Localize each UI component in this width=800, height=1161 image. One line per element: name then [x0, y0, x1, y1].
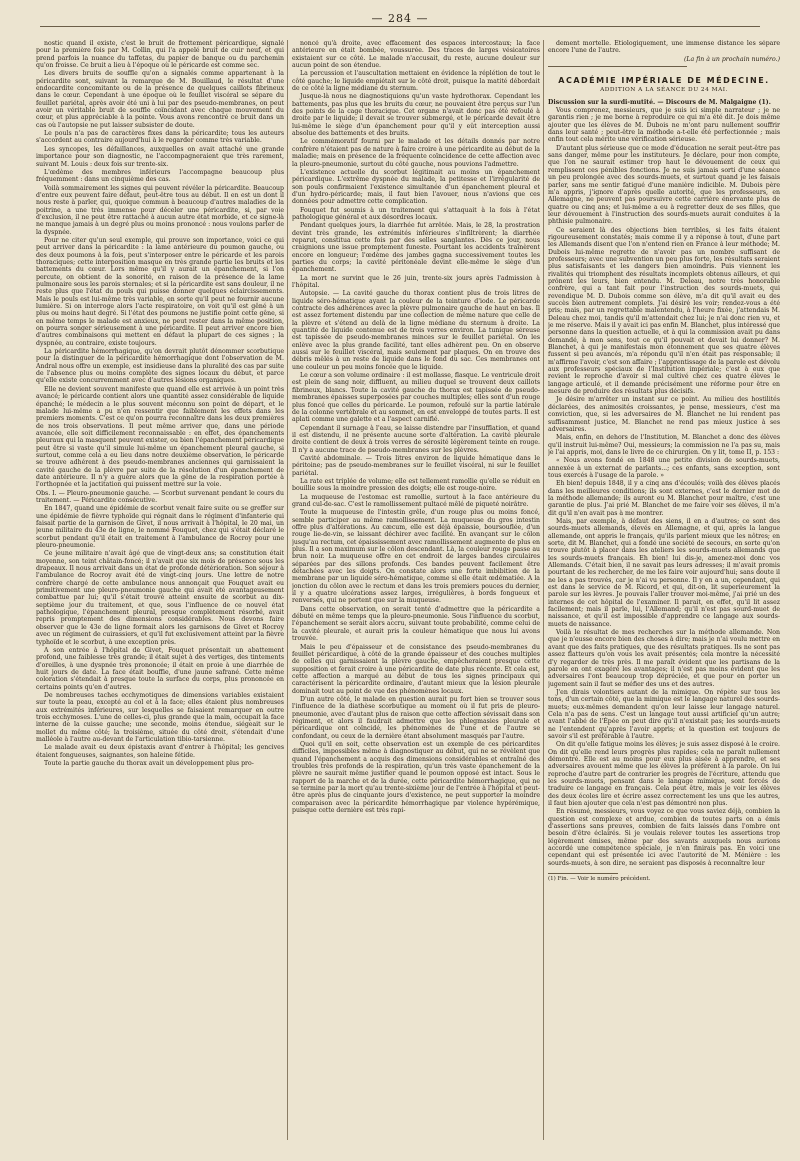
- discussion-heading: Discussion sur la surdi-mutité. — Discours de M. Malgaigne (1).: [548, 98, 771, 106]
- section-title: ACADÉMIE IMPÉRIALE DE MÉDECINE.: [558, 76, 770, 86]
- paragraph: De nombreuses taches ecchymotiques de dimensions variables existaient sur toute la peau, excepté au col et à la face; elles étaient plus nombreuses aux extrémités inférieures, sur lesquelles se faisaient remarquer en outre trois ecchymoses. L'une de celles-ci, plus grande que la main, occupait la face interne de la cuisse gauche; une seconde, moins étendue, siégeait sur le mollet du même côté; la troisième, située du côté droit, s'étendait d'une malléole à l'autre au-devant de l'articulation tibio-tarsienne.: [36, 691, 284, 743]
- paragraph: Mais le peu d'épaisseur et de consistance des pseudo-membranes du feuillet péricardique, à côté de la grande épaisseur et des couches multiples de celles qui garnissaient la plèvre gauche, empêcheraient presque cette supposition et ferait croire à une péricardite de date plus récente. Et cela est, cette affection a marqué au début de tous les signes principaux qui caractérisent la péricardite ordinaire, d'autant mieux que la lésion pleurale dominait tout au point de vue des phénomènes locaux.: [292, 643, 540, 695]
- paragraph: Les divers bruits de souffle qu'on a signalés comme appartenant à la péricardite sont, suivant la remarque de M. Bouillaud, le résultat d'une endocardite concomitante ou de la présence de quelques caillots fibrineux dans le cœur. Cependant à une époque où le feuillet viscéral se sépare du feuillet pariétal, après avoir été uni à lui par des pseudo-membranes, on peut avoir un véritable bruit de souffle coïncidant avec chaque mouvement du cœur, et plus appréciable à la pointe. Vous avons rencontré ce bruit dans un cas où l'autopsie ne put laisser subsister de doute.: [36, 70, 284, 129]
- paragraph: nostic quand il existe, c'est le bruit de frottement péricardique, signalé pour la première fois par M. Collin, qui l'a appelé bruit de cuir neuf, et qui prend parfois la nuance du taffetas, du papier de banque ou du parchemin qu'on froisse. Ce bruit a lieu à l'époque où le péricarde est comme sec.: [36, 40, 284, 70]
- header-rule: [40, 26, 760, 27]
- paragraph: Mais, enfin, en dehors de l'Institution, M. Blanchet a donc des élèves qu'il instruit lui-même? Oui, messieurs; la commission ne l'a pas su, mais je l'ai appris, moi, dans le livre de ce chirurgien. On y lit, tome II, p. 153 :: [548, 434, 780, 456]
- column-2: [292, 40, 540, 1140]
- paragraph: Autopsie. — La cavité gauche du thorax contient plus de trois litres de liquide séro-hématique ayant la couleur de la teinture d'iode. Le péricarde contracte des adhérences avec la plèvre pulmonaire gauche de haut en bas. Il est assez fortement distendu par une collection de même nature que celle de la plèvre et s'étend au delà de la ligne médiane du sternum à droite. La quantité de liquide contenue est de trois verres environ. La tunique séreuse est tapissée de pseudo-membranes minces sur le feuillet pariétal. On les enlève avec la plus grande facilité, tant elles adhèrent peu. On en observe aussi sur le feuillet viscéral, mais seulement par plaques. On en trouve des débris mêlés à un reste de liquide dans le fond du sac. Ces membranes ont une couleur un peu moins foncée que le liquide.: [292, 290, 540, 371]
- continuation-note: (La fin à un prochain numéro.): [683, 55, 780, 63]
- paragraph: Cavité abdominale. — Trois litres environ de liquide hématique dans le péritoine; pas de pseudo-membranes sur le feuillet viscéral, ni sur le feuillet pariétal.: [292, 454, 540, 477]
- paragraph: En 1847, quand une épidémie de scorbut venait faire suite ou se greffer sur une épidémie de fièvre typhoïde qui régnait dans le régiment d'infanterie qui faisait partie de la garnison de Givet, il nous arrivait à l'hôpital, le 20 mai, un jeune militaire du 43e de ligne, le nommé Fouquet, chez qui s'était déclaré le scorbut pendant qu'il était en traitement à l'ambulance de Rocroy pour une pleuro-pneumonie.: [36, 505, 284, 550]
- paragraph: Vous comprenez, messieurs, que je suis ici simple narrateur ; je ne garantis rien ; je me borne à reproduire ce qui m'a été dit. Je dois même ajouter que les élèves de M. Dubois ne m'ont paru nullement souffrir dans leur santé ; peut-être la méthode a-t-elle été perfectionnée ; mais enfin tout cela mérite une vérification sérieuse.: [548, 107, 780, 144]
- paragraph: Eh bien! depuis 1848, il y a cinq ans d'écoulés; voilà des élèves placés dans les meilleures conditions; ils sont externes, c'est le dernier mot de la méthode allemande; ils auront eu M. Blanchet pour maître, c'est une garantie de plus. J'ai prié M. Blanchet de me faire voir ses élèves, il m'a dit qu'il n'en avait pas à me montrer.: [548, 480, 780, 517]
- paragraph: On dit qu'elle fatigue moins les élèves; je suis assez disposé à le croire. On dit qu'elle rend leurs progrès plus rapides; cela ne paraît nullement démontré. Elle est au moins pour eux plus aisée à apprendre, et ses adversaires avouent même que les élèves la préfèrent à la parole. On lui reproche d'autre part de contrarier les progrès de l'écriture, attendu que les sourds-muets, pensant dans le langage mimique, sont forcés de traduire ce langage en français. Cela peut être, mais je voir les élèves des deux écoles lire et écrire assez correctement les uns que les autres, il faut bien ajouter que cela n'est pas démontré non plus.: [548, 741, 780, 808]
- paragraph: La percussion et l'auscultation mettaient en évidence la réplétion de tout le côté gauche; le liquide empiétait sur le côté droit, puisque la matité débordait de ce côté la ligne médiane du sternum.: [292, 70, 540, 93]
- column-divider: [287, 40, 288, 1140]
- paragraph: Ce seraient là des objections bien terribles, si les faits étaient rigoureusement constatés; mais comme il y a réponse à tout, d'une part les Allemands disent que l'on n'entend rien en France à leur méthode; M. Dubois lui-même regrette de n'avoir pas un nombre suffisant de professeurs; avec une subvention un peu plus forte, les résultats seraient plus satisfaisants et les dangers bien amoindris. Puis viennent les rivalités qui triomphent des résultats incomplets obtenus ailleurs, et qui prônent les leurs, bien entendu. M. Deleau, notre très honorable confrère, qui a tant fait pour l'instruction des sourds-muets, qui revendique M. D. Dubois comme son élève, m'a dit qu'il avait eu des succès bien autrement complets. J'ai désiré les voir; rendez-vous a été pris; mais, par un regrettable malentendu, à l'heure fixée, j'attendais M. Deleau chez moi, tandis qu'il m'attendait chez lui; je n'ai donc rien vu, et je me réserve. Mais il y avait ici pas enfin M. Blanchet, plus intéressé que personne dans la question actuelle, et à qui la commission avait pu dans demandé, à mon sens, tout ce qu'il pouvait et devait lui donner? M. Blanchet, à qui je manifestais mon étonnement que ses quatre élèves fussent si peu avancés, m'a répondu qu'il n'en était pas responsable; il m'affirme l'avoir, c'est son affaire ; l'apprentissage de la parole est dévolu aux professeurs spéciaux de l'Institution impériale; c'est à eux que revient le reproche d'avoir si mal cultivé chez ces quatre élèves le langage articulé, et il demande précisément une réforme pour être en mesure de produire des résultats plus décisifs.: [548, 226, 780, 396]
- paragraph: Fouquet fut soumis à un traitement qui s'attaquait à la fois à l'état pathologique général et aux désordres locaux.: [292, 206, 540, 221]
- paragraph: noncé qu'à droite, avec effacement des espaces intercostaux; la face antérieure en était bombée, voussurée. Des traces de larges vésicatoires existaient sur ce côté. Le malade n'accusait, du reste, aucune douleur sur aucun point de son étendue.: [292, 40, 540, 70]
- paragraph: Le pouls n'a pas de caractères fixes dans la péricardite; tous les auteurs s'accordent au contraire aujourd'hui à le regarder comme très variable.: [36, 130, 284, 145]
- paragraph: Mais, par exemple, à défaut des siens, il en a d'autres; ce sont des sourds-muets allemands, élevés en Allemagne, et qui, après la langue allemande, ont appris le français, qu'ils parlent mieux que les nôtres; en sorte, dit M. Blanchet, qui a fondé une société de secours, en sorte qu'on trouve plutôt à placer dans les ateliers les sourds-muets allemands que les sourds-muets français. Eh bien! lui dis-je, amenez-moi donc vos Allemands. C'était bien, il ne savait pas leurs adresses; il m'avait promis pourtant de les rechercher, de me les faire voir aujourd'hui; sans doute il ne les a pas trouvés, car je n'ai vu personne. Il y en a un, cependant, qui est dans le service de M. Ricord, et qui, dit-on, lit superieurement la parole sur les lèvres. Je pouvais l'aller trouver moi-même, j'ai prié un des internes de cet hôpital de l'examiner. Il parait, en effet, qu'il lit assez facilement; mais il parle, lui, l'Allemand; qu'il n'est pas sourd-muet de naissance, et qu'il est impossible d'apprendre ce langage aux sourds-muets de naissance.: [548, 517, 780, 628]
- page-header: [40, 12, 760, 34]
- column-divider: [543, 40, 544, 1140]
- paragraph: L'existence actuelle du scorbut légitimait au moins un épanchement péricardique. L'extrême dyspnée du malade, la petitesse et l'irrégularité de son pouls confirmaient l'existence simultanée d'un épanchement pleural et d'un hydro-péricarde; mais, il faut bien l'avouer, nous n'avions que ces données pour admettre cette complication.: [292, 168, 540, 206]
- paragraph: Ce jeune militaire n'avait âgé que de vingt-deux ans; sa constitution était moyenne, son teint châtain-foncé; il n'avait que six mois de présence sous les drapeaux. Il nous arrivait dans un état de profonde détérioration. Son séjour à l'ambulance de Rocroy avait été de vingt-cinq jours. Une lettre de notre confrère chargé de cette ambulance nous annonçait que Fouquet avait eu primitivement une pleuro-pneumonie gauche qui avait été avantageusement combattue par lui; qu'il s'était trouvé atteint ensuite de scorbut au dix-septième jour du traitement, et que, sous l'influence de ce nouvel état pathologique, l'épanchement pleural, presque complètement résorbé, avait repris promptement des dimensions considérables. Nous devons faire observer que le 43e de ligne formait alors les garnisons de Givet et Rocroy avec un régiment de cuirassiers, et qu'il fut exclusivement atteint par la fièvre typhoïde et le scorbut, à une exception près.: [36, 550, 284, 646]
- paragraph: Pendant quelques jours, la diarrhée fut arrêtée. Mais, le 28, la prostration devint très grande, les extrémités inférieures s'infiltrèrent; la diarrhée reparut, constitua cette fois par des selles sanglantes. Dès ce jour, nous craignions une issue promptement funeste. Pourtant les accidents traînèrent encore en longueur; l'œdème des jambes gagna successivement toutes les parties du corps; la cavité péritonéale devint elle-même le siège d'un épanchement.: [292, 222, 540, 274]
- quote: « Nous avons fondé en 1848 une petite division de sourds-muets, annexée à un externat de parlants...; ces enfants, sans exception, sont tous exercés à l'usage de la parole. »: [548, 457, 780, 479]
- paragraph: D'autant plus sérieuse que ce mode d'éducation ne serait peut-être pas sans danger, même pour les instituteurs. Je déclare, pour mon compte, que l'on ne saurait estimer trop haut le dévouement de ceux qui remplissent ces pénibles fonctions. Je ne suis jamais sorti d'une séance un peu prolongée avec des sourds-muets, et surtout quand je les faisais parler, sans me sentir fatigué d'une manière indicible. M. Dubois père m'a appris, j'ignore d'après quelle autorité, que les professeurs, en Allemagne, ne peuvent pas poursuivre cette carrière énervante plus de quatre ou cinq ans; et lui-même a eu à regretter deux de ses filles, que leur dévouement à l'instruction des sourds-muets aurait conduites à la phthisie pulmonaire.: [548, 144, 780, 226]
- paragraph: La muqueuse de l'estomac est ramollie, surtout à la face antérieure du grand cul-de-sac. C'est le ramollissement pultacé mêlé de piqueté noirâtre.: [292, 493, 540, 508]
- paragraph: Toute la partie gauche du thorax avait un développement plus pro-: [44, 760, 254, 767]
- page-number: — 284 —: [364, 12, 437, 25]
- paragraph: En résumé, messieurs, vous voyez ce que vous saviez déjà, combien la question est complexe et ardue, combien de toutes parts on a émis d'assertions sans preuves, combien de faits laissés dans l'ombre ont besoin d'être éclairés. Si je voulais relever toutes les assertions trop légèrement émises, même par des savants auxquels nous aurions accordé une compétence spéciale, je n'en finirais pas. En voici une cependant qui est présentée ici avec l'autorité de M. Ménière : les sourds-muets, à son dire, ne seraient pas disposés à reconnaître leur: [548, 808, 780, 867]
- paragraph: Le cœur a son volume ordinaire : il est mollasse, flasque. Le ventricule droit est plein de sang noir, diffluent, au milieu duquel se trouvent deux caillots fibrineux, blancs. Toute la cavité gauche du thorax est tapissée de pseudo-membranes épaisses superposées par couches multiples; elles sont d'un rouge plus foncé que celles du péricarde. Le poumon, refoulé sur la partie latérale de la colonne vertébrale et au sommet, en est enveloppé de toutes parts. Il est aplati comme une galette et a l'aspect carnifié.: [292, 372, 540, 424]
- paragraph: A son entrée à l'hôpital de Givet, Fouquet présentait un abattement profond, une faiblesse très grande; il était sujet à des vertiges, des tintements d'oreilles, à une dyspnée très prononcée; il était en proie à une diarrhée de huit jours de date. La face était bouffie, d'une jaune safrané. Cette même coloration s'étendait à presque toute la surface du corps, plus prononcée en certains points qu'en d'autres.: [36, 646, 284, 691]
- paragraph: Toute la muqueuse de l'intestin grêle, d'un rouge plus ou moins foncé, semble participer au même ramollissement. La muqueuse du gros intestin offre plus d'altérations. Au cæcum, elle est déjà épaissie, boursouflée, d'un rouge lie-de-vin, se laissant déchirer avec facilité. En avançant sur le côlon jusqu'au rectum, cet épaississement avec ramollissement augmente de plus en plus. Il a son maximum sur le côlon descendant. Là, la couleur rouge passe au brun noir. La muqueuse offre en cet endroit de larges bandes circulaires séparées par des sillons profonds. Ces bandes peuvent facilement être détachées avec les doigts. On constate alors une forte imbibition de la membrane par un liquide séro-hématique, comme si elle était œdématiée. A la jonction du côlon avec le rectum et dans les trois premiers pouces du dernier, il y a quatre ulcérations assez larges, irrégulières, à bords fongueux et renversés, qui ne portent que sur la muqueuse.: [292, 509, 540, 605]
- section-rule: [548, 66, 687, 67]
- paragraph: La péricardite hémorrhagique, qu'on devrait plutôt dénommer scorbutique pour la distinguer de la péricardite hémorrhagique dont l'observation de M. Andral nous offre un exemple, est insidieuse dans la pluralité des cas par suite de l'absence plus ou moins complète des signes locaux du début, et parce qu'elle existe concurremment avec d'autres lésions organiques.: [36, 348, 284, 385]
- column-3: [548, 40, 780, 1140]
- paragraph: La rate est triplée de volume; elle est tellement ramollie qu'elle se réduit en bouillie sous la moindre pression des doigts; elle est rouge-noire.: [292, 477, 540, 493]
- paragraph: La mort ne survint que le 26 juin, trente-six jours après l'admission à l'hôpital.: [292, 274, 540, 289]
- paragraph: Voilà sommairement les signes qui peuvent révéler la péricardite. Beaucoup d'entre eux peuvent faire défaut, peut-être tous au début. Il en est un dont il nous reste à parler, qui, quoique commun à beaucoup d'autres maladies de la poitrine, a une très immense pour déceler une péricardite, si, par voie d'exclusion, il ne peut être rattaché à aucun autre état morbide, et ce signe-là ne manque jamais à un degré plus ou moins prononcé : nous voulons parler de la dyspnée.: [36, 184, 284, 236]
- paragraph: J'en dirais volontiers autant de la mimique. On répète sur tous les tons, d'un certain côté, que la mimique est le langage naturel des sourds-muets; eux-mêmes demandent qu'on leur laisse leur langage naturel. Cela n'a pas de sens. C'est un langage tout aussi artificiel qu'un autre; avant l'abbé de l'Épée on peut dire qu'il n'existait pas; les sourds-muets ne l'entendent qu'après l'avoir appris; et la question est toujours de savoir s'il est préférable à l'autre.: [548, 688, 780, 740]
- paragraph: L'œdème des membres inférieurs l'accompagne beaucoup plus fréquemment : dans un cinquième des cas.: [36, 168, 284, 184]
- session-subtitle: ADDITION A LA SÉANCE DU 24 MAI.: [600, 87, 728, 94]
- footnote-rule: [548, 873, 618, 874]
- paragraph: Elle ne devient souvent manifeste que quand elle est arrivée à un point très avancé; le péricarde contient alors une quantité assez considérable de liquide épanché; le médecin a le plus souvent méconnu son point de départ, et le malade lui-même a pu n'en ressentir que faiblement les effets dans les premiers moments. C'est ce qu'on pourra reconnaître dans les deux premières de nos trois observations. Il peut même arriver que, dans une période avancée, elle soit difficilement reconnaissable : en effet, des épanchements pleuraux qui la masquent peuvent exister, ou bien l'épanchement péricardique peut être si vaste qu'il simule lui-même un épanchement pleural gauche, si surtout, comme cela a eu lieu dans notre deuxième observation, le péricarde se trouve adhérent à des pseudo-membranes anciennes qui garnissaient la cavité gauche de la plèvre par suite de la résolution d'un épanchement de date antérieure. Il n'y a guère alors que la gêne de la respiration portée à l'orthopnée et la jactitation qui puissent mettre sur la voie.: [36, 385, 284, 489]
- paragraph: Dans cette observation, on serait tenté d'admettre que la péricardite a débuté en même temps que la pleuro-pneumonie. Sous l'influence du scorbut, l'épanchement se serait alors accru, suivant toute probabilité, comme celui de la cavité pleurale, et aurait pris la couleur hématique que nous lui avons trouvée.: [292, 605, 540, 643]
- paragraph: Quoi qu'il en soit, cette observation est un exemple de ces péricardites difficiles, impossibles même à diagnostiquer au début, qui ne se révèlent que quand l'épanchement a acquis des dimensions considérables et entraîné des troubles très profonds de la respiration, qu'un très vaste épanchement de la plèvre ne saurait même justifier quand le poumon opposé est intact. Sous le rapport de la marche et de la durée, cette péricardite hémorrhagique, qui ne se termine par la mort qu'au trente-sixième jour de l'entrée à l'hôpital et peut-être après plus de cinquante jours d'existence, ne peut supporter la moindre comparaison avec la péricardite hémorrhagique par violence hypérémique, puisque cette dernière est très rapi-: [292, 740, 540, 815]
- paragraph: Cependant il surnage à l'eau, se laisse distendre par l'insufflation, et quand il est distendu, il ne présente aucune sorte d'altération. La cavité pleurale droite contient de deux à trois verres de sérosité légèrement teinte en rouge. Il n'y a aucune trace de pseudo-membranes sur les plèvres.: [292, 424, 540, 454]
- paragraph: Les syncopes, les défaillances, auxquelles on avait attaché une grande importance pour son diagnostic, ne l'accompagneraient que très rarement, suivant M. Louis : deux fois sur trente-six.: [36, 145, 284, 168]
- paragraph: dement mortelle. Étiologiquement, une immense distance les sépare encore l'une de l'autre.: [548, 40, 780, 55]
- paragraph: Pour ne citer qu'un seul exemple, qui prouve son importance, voici ce qui peut arriver dans la péricardite : la lame antérieure du poumon gauche, ou des deux poumons à la fois, peut s'interposer entre le péricarde et les parois thoraciques; cette interposition masque en très grande partie les bruits et les battements du cœur. Lors même qu'il y aurait un épanchement, si l'on percute, on obtient de la sonorité, en raison de la présence de la lame pulmonaire sous les parois sternales; et si la péricardite est sans douleur, il ne reste plus que l'état du pouls qui puisse donner quelques éclaircissements. Mais le pouls est lui-même très variable, en sorte qu'il peut ne fournir aucune lumière. Si on interroge alors l'acte respiratoire, on voit qu'il est gêné à un plus ou moins haut degré. Si l'état des poumons ne justifie point cette gêne, si en même temps le malade est anxieux, ne peut rester dans la même position, on pourra songer sérieusement à une péricardite. Il peut arriver encore bien d'autres combinaisons qui mettent en défaut la plupart de ces signes ; la dyspnée, au contraire, existe toujours.: [36, 236, 284, 347]
- paragraph: D'un autre côté, le malade en question aurait pu fort bien se trouver sous l'influence de la diathèse scorbutique au moment où il fut pris de pleuro-pneumonie, avec d'autant plus de raison que cette affection sévissait dans son régiment, et alors il faudrait admettre que les phlegmasies pleurale et péricardique ont coïncidé, les phénomènes de l'une et de l'autre se confondant, ou ceux de la dernière étant absolument masqués par l'autre.: [292, 695, 540, 740]
- paragraph: Le malade avait eu deux épistaxis avant d'entrer à l'hôpital; les gencives étaient fongueuses, saignantes, son haleine fétide.: [36, 744, 284, 759]
- paragraph: Voilà le résultat de mes recherches sur la méthode allemande. Non que je n'eusse encore bien des choses à dire; mais je n'ai voulu mettre en avant que des faits pratiques, que des résultats pratiques. Ils ne sont pas assez flatteurs qu'on vous les avait présentés; cela montre la nécessité d'y regarder de très près. Il me paraît évident que les partisans de la parole en ont exagéré les avantages; il n'est pas moins évident que les adversaires l'ont beaucoup trop dépréciée, et que pour en porter un jugement sain il faut se méfier des uns et des autres.: [548, 629, 780, 688]
- paragraph: Je désire m'arrêter un instant sur ce point. Au milieu des hostilités déclarées, des animosités croissantes, je pense, messieurs, c'est ma conviction, que, si les adversaires de M. Blanchet ne lui rendent pas suffisamment justice, M. Blanchet ne rend pas mieux justice à ses adversaires.: [548, 396, 780, 433]
- column-1: [36, 40, 284, 1140]
- observation-heading: Obs. I. — Pleuro-pneumonie gauche. — Scorbut survenant pendant le cours du traitement. — Péricardite consécutive.: [36, 489, 284, 504]
- footnote: (1) Fin. — Voir le numéro précédent.: [548, 876, 651, 883]
- paragraph: Jusque-là nous ne diagnostiquions qu'un vaste hydrothorax. Cependant les battements, pas plus que les bruits du cœur, ne pouvaient être perçus sur l'un des points de la cage thoracique. Cet organe n'avait donc pas été refoulé à droite par le liquide; il devait se trouver submergé, et le péricarde devait être lui-même le siège d'un épanchement pour qu'il y eût interception aussi absolue des battements et des bruits.: [292, 93, 540, 138]
- paragraph: Le commémoratif fourni par le malade et les détails donnés par notre confrère n'étaient pas de nature à faire croire à une péricardite au début de la maladie; mais en présence de la fréquente coïncidence de cette affection avec la pleuro-pneumonie, surtout du côté gauche, nous pouvions l'admettre.: [292, 138, 540, 168]
